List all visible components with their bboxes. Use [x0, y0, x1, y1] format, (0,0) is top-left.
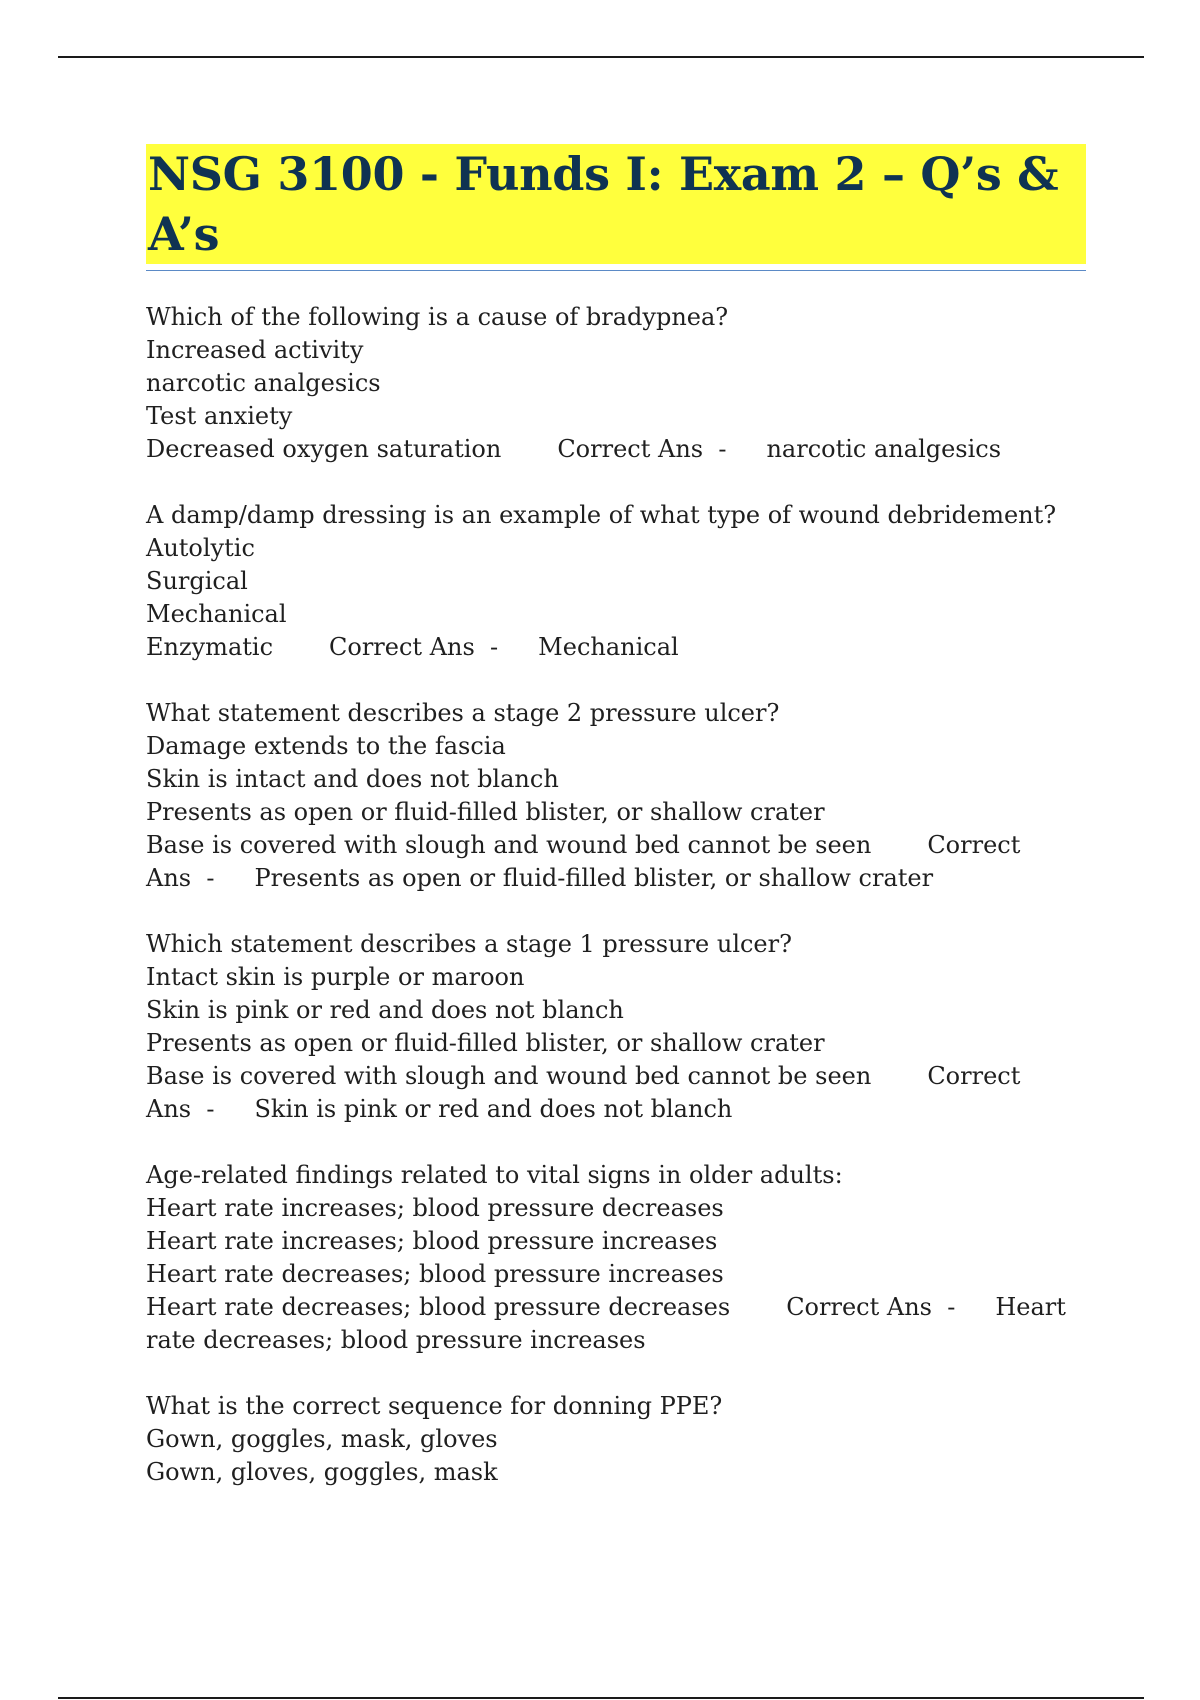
option: Base is covered with slough and wound bed cannot be seen [146, 1062, 872, 1090]
answer-line: rate decreases; blood pressure increases [146, 1326, 646, 1354]
answer-label: Correct [927, 1062, 1021, 1090]
option: Damage extends to the fascia [146, 732, 506, 760]
option-with-answer: Enzymatic Correct Ans - Mechanical [146, 633, 679, 661]
question-block [146, 697, 1086, 895]
question-text: What statement describes a stage 2 pressure ulcer? [146, 699, 780, 727]
option: Increased activity [146, 336, 364, 364]
question-block [146, 1159, 1086, 1357]
answer-label: Correct Ans [786, 1293, 932, 1321]
option: Presents as open or fluid-filled blister, or shallow crater [146, 1029, 825, 1057]
answer-text: Heart [995, 1293, 1066, 1321]
question-text: What is the correct sequence for donning PPE? [146, 1392, 723, 1420]
option: Autolytic [146, 534, 255, 562]
option: Heart rate increases; blood pressure increases [146, 1227, 718, 1255]
question-block [146, 928, 1086, 1126]
option: Heart rate decreases; blood pressure decreases [146, 1293, 731, 1321]
option-with-answer [146, 1060, 1086, 1093]
answer-label: Correct Ans [557, 435, 704, 463]
document-body [146, 144, 1086, 1522]
question-text: A damp/damp dressing is an example of what type of wound debridement? [146, 501, 1057, 529]
option: Enzymatic [146, 633, 274, 661]
option: Base is covered with slough and wound bed cannot be seen [146, 831, 872, 859]
option: Presents as open or fluid-filled blister, or shallow crater [146, 798, 825, 826]
answer-text: Mechanical [538, 633, 679, 661]
bottom-rule [58, 1697, 1144, 1699]
answer-label: Ans [146, 864, 192, 892]
answer-text: Presents as open or fluid-filled blister, or shallow crater [254, 864, 934, 892]
option: Mechanical [146, 600, 287, 628]
question-text: Which statement describes a stage 1 pressure ulcer? [146, 930, 792, 958]
question-block [146, 499, 1086, 664]
top-rule [58, 56, 1144, 58]
page-title: NSG 3100 - Funds I: Exam 2 – Q’s & A’s [146, 144, 1086, 264]
answer-line: Ans - Skin is pink or red and does not blanch [146, 1095, 733, 1123]
question-block [146, 1390, 1086, 1489]
option-with-answer [146, 829, 1086, 862]
answer-text: Skin is pink or red and does not blanch [254, 1095, 733, 1123]
option: Test anxiety [146, 402, 293, 430]
option: Heart rate increases; blood pressure decreases [146, 1194, 724, 1222]
answer-line: Ans - Presents as open or fluid-filled blister, or shallow crater [146, 864, 934, 892]
answer-label: Ans [146, 1095, 192, 1123]
answer-label: Correct Ans [329, 633, 475, 661]
option: Gown, goggles, mask, gloves [146, 1425, 498, 1453]
title-block [146, 144, 1086, 271]
option: Skin is intact and does not blanch [146, 765, 559, 793]
answer-text: narcotic analgesics [766, 435, 1002, 463]
question-block [146, 301, 1086, 466]
option: Skin is pink or red and does not blanch [146, 996, 624, 1024]
option: Gown, gloves, goggles, mask [146, 1458, 498, 1486]
option: narcotic analgesics [146, 369, 381, 397]
option-with-answer: Decreased oxygen saturation Correct Ans - narcotic analgesics [146, 435, 1002, 463]
option: Decreased oxygen saturation [146, 435, 502, 463]
option: Intact skin is purple or maroon [146, 963, 525, 991]
option-with-answer: Heart rate decreases; blood pressure decreases Correct Ans - Heart [146, 1293, 1066, 1321]
answer-label: Correct [927, 831, 1021, 859]
option: Heart rate decreases; blood pressure increases [146, 1260, 724, 1288]
option: Surgical [146, 567, 248, 595]
question-text: Age-related findings related to vital signs in older adults: [146, 1161, 843, 1189]
question-text: Which of the following is a cause of bradypnea? [146, 303, 729, 331]
